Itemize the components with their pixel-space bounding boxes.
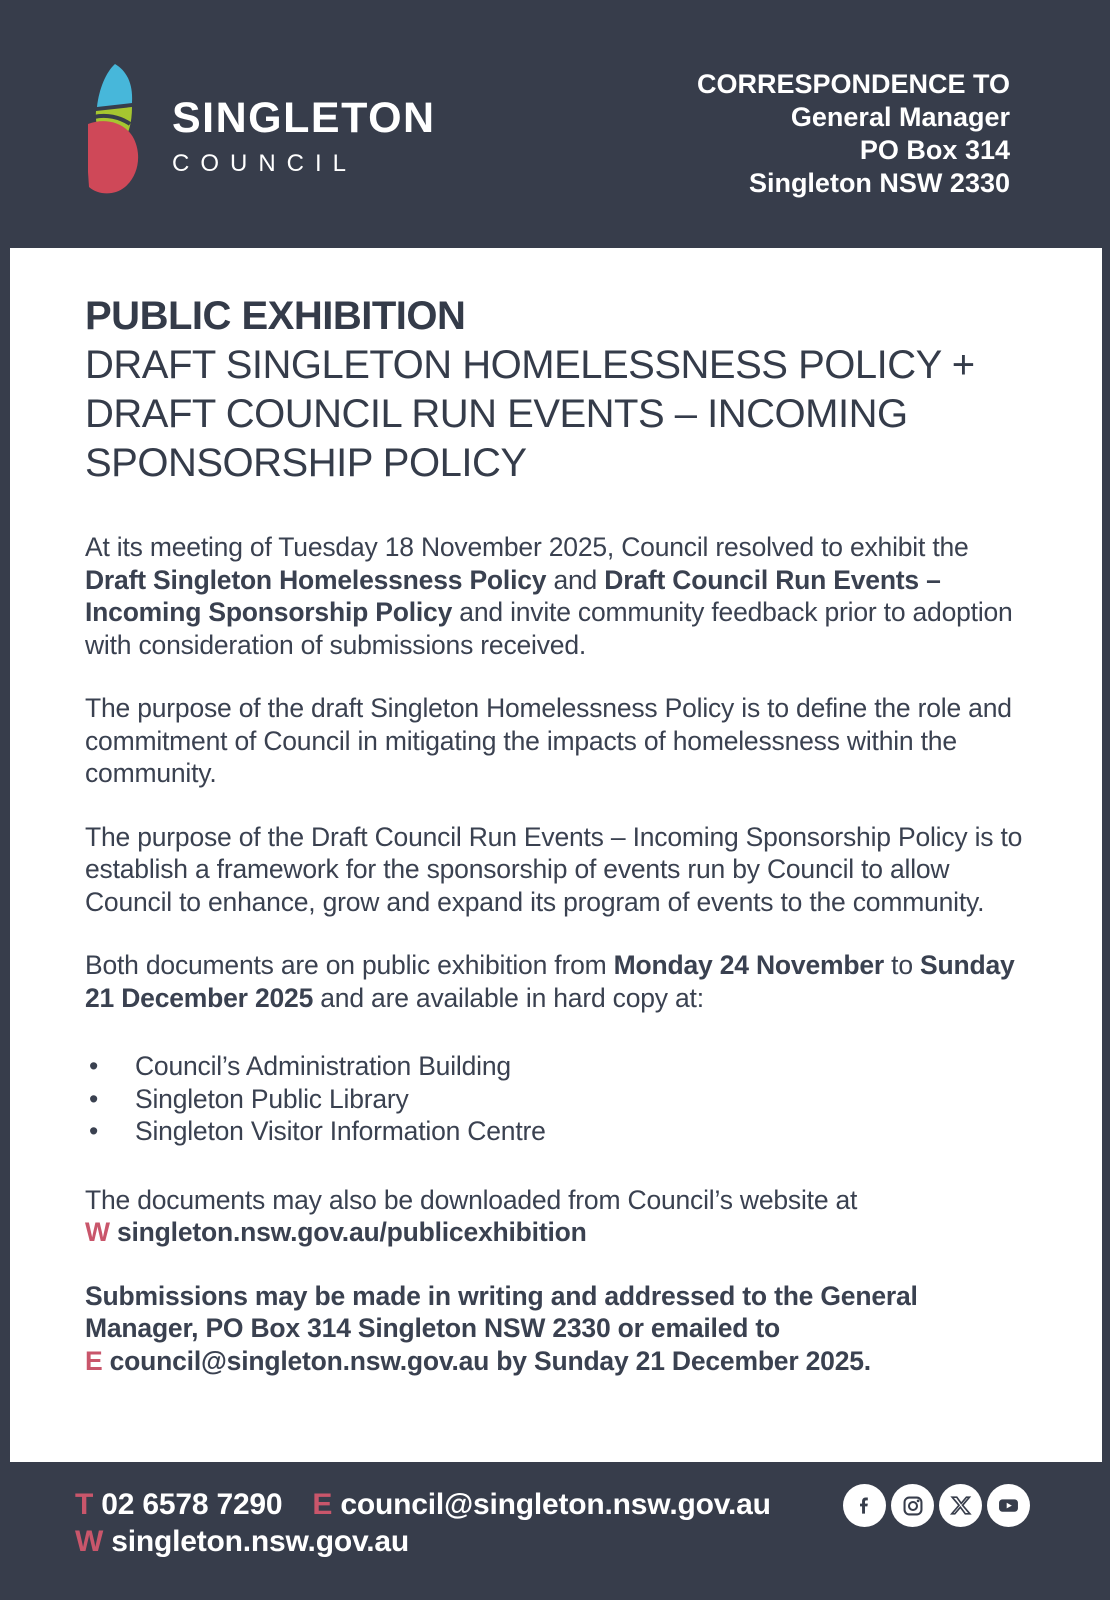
paragraph-homelessness-purpose: The purpose of the draft Singleton Homelessness Policy is to define the role and commitment of Council in mitigating the impacts of homelessness within the community. bbox=[85, 693, 1012, 788]
header bbox=[0, 0, 1110, 248]
body-copy bbox=[85, 531, 1032, 1377]
x-icon[interactable] bbox=[939, 1484, 982, 1527]
list-item: • Council’s Administration Building bbox=[89, 1051, 511, 1081]
subtitle-line-3: SPONSORSHIP POLICY bbox=[85, 441, 527, 485]
list-item: • Singleton Public Library bbox=[89, 1083, 409, 1114]
correspondence-block bbox=[697, 68, 1010, 200]
notice-body bbox=[10, 248, 1102, 1462]
footer bbox=[0, 1462, 1110, 1600]
paragraph-resolution: At its meeting of Tuesday 18 November 2025, Council resolved to exhibit the Draft Singleton Homelessness Policy and Draft Council Run Events – Incoming Sponsorship Policy and invite community feedback prior to adoption with consideration of submissions received. bbox=[85, 532, 1013, 660]
paragraph-website-download: The documents may also be downloaded from Council’s website at W singleton.nsw.gov.au/publicexhibition bbox=[85, 1184, 858, 1247]
brand-subtitle: COUNCIL bbox=[172, 149, 358, 177]
paragraph-exhibition-dates: Both documents are on public exhibition from Monday 24 November to Sunday 21 December 2025 and are available in hard copy at: bbox=[85, 950, 1015, 1013]
footer-phone-email: T 02 6578 7290 E council@singleton.nsw.gov.au bbox=[75, 1488, 771, 1521]
list-item: • Singleton Visitor Information Centre bbox=[89, 1116, 546, 1146]
subtitle-line-2: DRAFT COUNCIL RUN EVENTS – INCOMING bbox=[85, 392, 908, 436]
paragraph-submissions: Submissions may be made in writing and addressed to the General Manager, PO Box 314 Singleton NSW 2330 or emailed to E council@singleton.nsw.gov.au by Sunday 21 December 2025. bbox=[85, 1280, 918, 1376]
singleton-council-logo bbox=[84, 62, 436, 196]
youtube-icon[interactable] bbox=[987, 1484, 1030, 1527]
facebook-icon[interactable] bbox=[843, 1484, 886, 1527]
correspondence-recipient: General Manager bbox=[790, 102, 1010, 132]
footer-contact bbox=[75, 1486, 771, 1560]
footer-website: W singleton.nsw.gov.au bbox=[75, 1525, 409, 1558]
council-logo-mark bbox=[84, 62, 150, 196]
instagram-icon[interactable] bbox=[891, 1484, 934, 1527]
social-links bbox=[843, 1484, 1030, 1527]
brand-name: SINGLETON bbox=[172, 94, 436, 143]
correspondence-title: CORRESPONDENCE TO bbox=[696, 69, 1010, 99]
hard-copy-locations-list bbox=[85, 1050, 1032, 1148]
subtitle-line-1: DRAFT SINGLETON HOMELESSNESS POLICY + bbox=[85, 343, 975, 387]
paragraph-sponsorship-purpose: The purpose of the Draft Council Run Events – Incoming Sponsorship Policy is to establish a framework for the sponsorship of events run by Council to allow Council to enhance, grow and expand its program of events to the community. bbox=[85, 821, 1023, 917]
correspondence-po-box: PO Box 314 bbox=[859, 135, 1010, 165]
page-title: PUBLIC EXHIBITION bbox=[85, 294, 466, 338]
correspondence-suburb: Singleton NSW 2330 bbox=[748, 168, 1010, 198]
